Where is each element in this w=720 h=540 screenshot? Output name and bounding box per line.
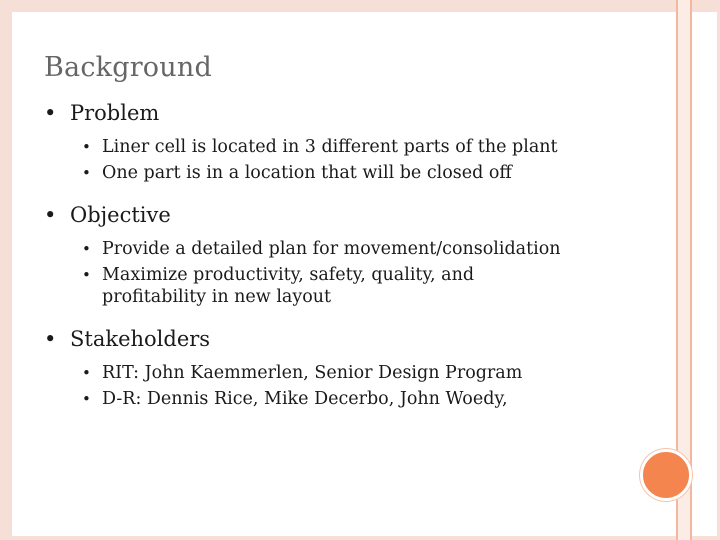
bullet-l2 [44,264,572,308]
bullet-l2 [44,362,664,384]
list-item: Liner cell is located in 3 different parts of the plant [102,137,558,157]
right-rule-outer [690,0,692,540]
bullet-dot: • [44,203,57,227]
frame-left-border [0,0,12,540]
bullet-dot: • [82,364,91,382]
list-item: RIT: John Kaemmerlen, Senior Design Program [102,363,523,383]
frame-bottom-border [0,536,720,540]
sub-list [44,362,664,410]
bullet-dot: • [82,240,91,258]
slide-content [44,100,664,410]
sub-list [44,136,664,184]
section-objective [44,202,664,308]
bullet-l1 [44,326,664,352]
section-stakeholders [44,326,664,410]
bullet-dot: • [44,327,57,351]
frame-top-border [0,0,720,12]
list-item: One part is in a location that will be closed off [102,163,512,183]
bullet-l2 [44,136,664,158]
section-problem [44,100,664,184]
bullet-l1 [44,202,664,228]
bullet-l1 [44,100,664,126]
section-heading: Stakeholders [70,327,211,351]
bullet-dot: • [82,390,91,408]
slide-title: Background [44,52,212,83]
bullet-dot: • [82,266,91,284]
list-item: Maximize productivity, safety, quality, and profitability in new layout [102,265,475,307]
bullet-dot: • [82,164,91,182]
section-heading: Problem [70,101,160,125]
list-item: Provide a detailed plan for movement/consolidation [102,239,561,259]
bullet-l2 [44,162,664,184]
sub-list [44,238,664,308]
section-heading: Objective [70,203,171,227]
bullet-l2 [44,388,664,410]
list-item: D-R: Dennis Rice, Mike Decerbo, John Woedy, [102,389,508,409]
bullet-l2 [44,238,664,260]
bullet-dot: • [44,101,57,125]
bullet-dot: • [82,138,91,156]
accent-circle [640,449,692,501]
